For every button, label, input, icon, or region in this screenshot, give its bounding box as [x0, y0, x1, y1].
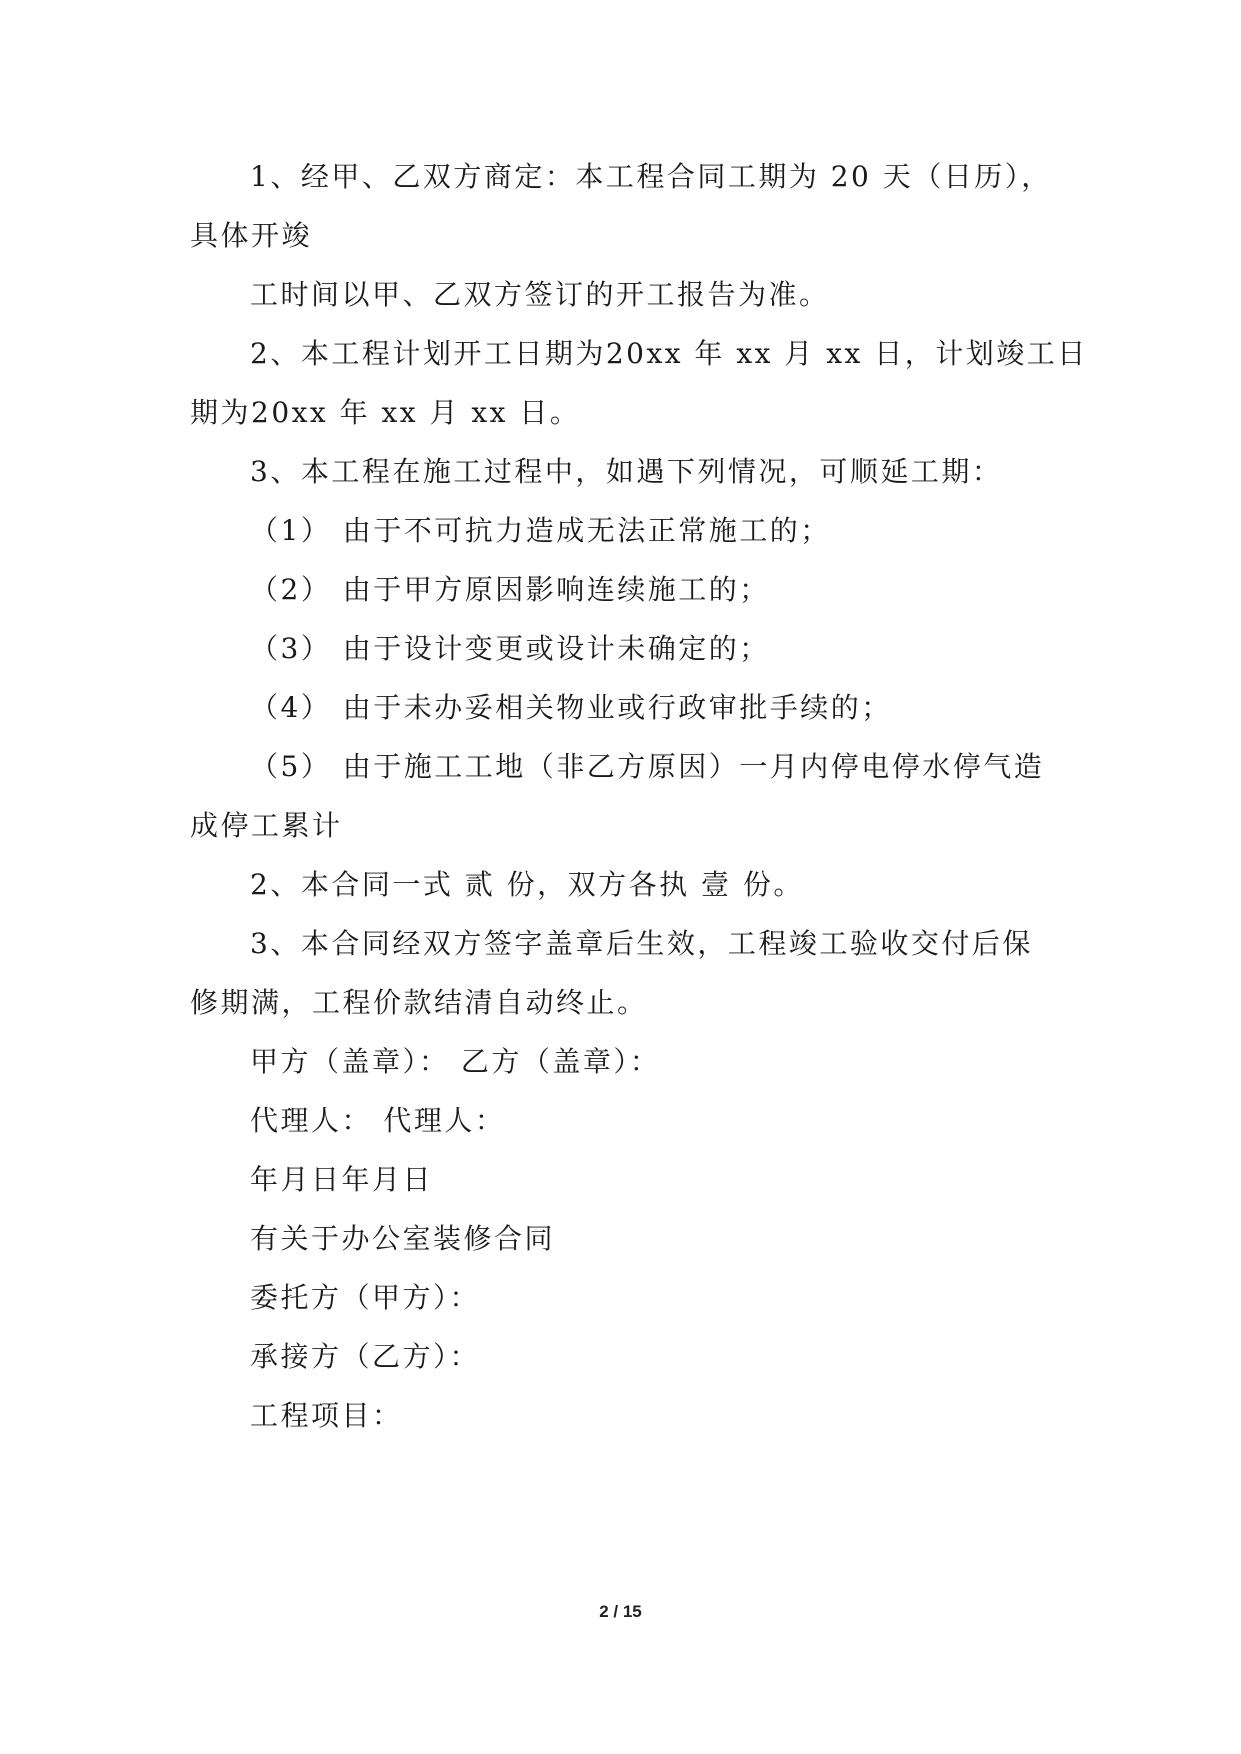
date-line: 年月日年月日 [250, 1163, 434, 1196]
clause-3-line-1: 3、本工程在施工过程中，如遇下列情况，可顺延工期： [250, 455, 1003, 488]
condition-5-line-2: 成停工累计 [190, 809, 343, 842]
condition-4: （4） 由于未办妥相关物业或行政审批手续的； [250, 691, 892, 724]
party-a-line: 委托方（甲方）： [250, 1281, 481, 1314]
effect-clause-line-2: 修期满，工程价款结清自动终止。 [190, 986, 648, 1019]
condition-2: （2） 由于甲方原因影响连续施工的； [250, 573, 770, 606]
copies-clause: 2、本合同一式 贰 份，双方各执 壹 份。 [250, 868, 804, 901]
condition-5-line-1: （5） 由于施工工地（非乙方原因）一月内停电停水停气造 [250, 750, 1045, 783]
clause-1-line-2: 具体开竣 [190, 219, 313, 252]
agent-line: 代理人： 代理人： [250, 1104, 506, 1137]
project-line: 工程项目： [250, 1399, 403, 1432]
clause-2-line-2: 期为20xx 年 xx 月 xx 日。 [190, 396, 581, 429]
party-b-line: 承接方（乙方）： [250, 1340, 481, 1373]
seal-line: 甲方（盖章）： 乙方（盖章）： [250, 1045, 661, 1078]
contract-title: 有关于办公室装修合同 [250, 1222, 556, 1255]
condition-1: （1） 由于不可抗力造成无法正常施工的； [250, 514, 831, 547]
condition-3: （3） 由于设计变更或设计未确定的； [250, 632, 770, 665]
clause-2-line-1: 2、本工程计划开工日期为20xx 年 xx 月 xx 日，计划竣工日 [250, 337, 1088, 370]
effect-clause-line-1: 3、本合同经双方签字盖章后生效，工程竣工验收交付后保 [250, 927, 1033, 960]
clause-1-line-3: 工时间以甲、乙双方签订的开工报告为准。 [250, 278, 830, 311]
clause-1-line-1: 1、经甲、乙双方商定：本工程合同工期为 20 天（日历）， [250, 160, 1052, 193]
page-number: 2 / 15 [599, 1602, 642, 1621]
